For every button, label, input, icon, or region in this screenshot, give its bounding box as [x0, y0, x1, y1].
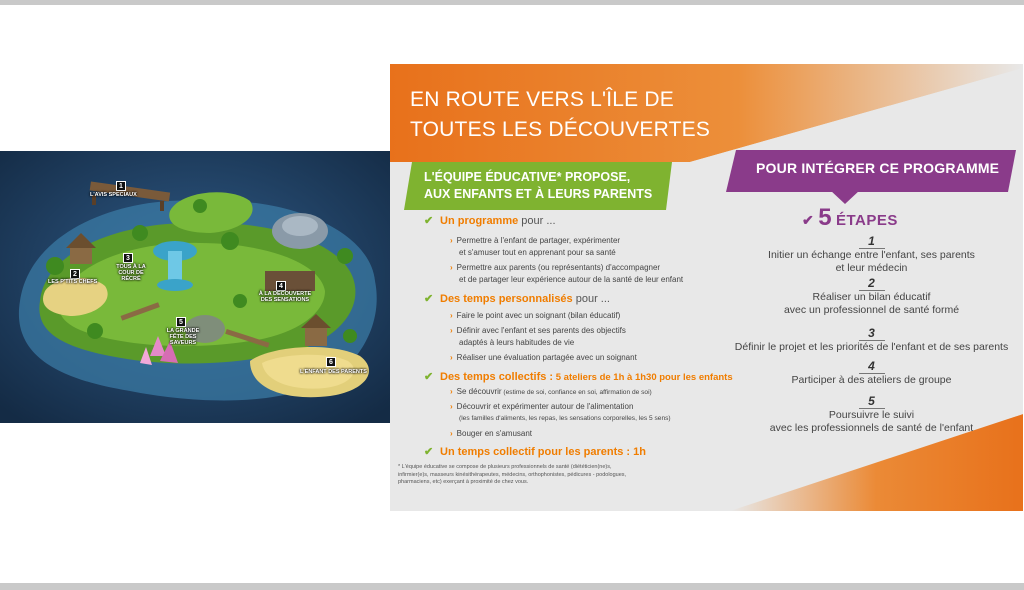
arrow-icon: ›: [450, 402, 453, 411]
purple-banner-text: POUR INTÉGRER CE PROGRAMME: [756, 160, 1000, 176]
green-banner-line-1: L'ÉQUIPE ÉDUCATIVE* PROPOSE,: [424, 170, 631, 184]
list-item: › Définir avec l'enfant et ses parents des objectifs adaptés à leurs habitudes de vie: [450, 326, 626, 347]
step-3: [720, 327, 1023, 354]
programme-panel: [390, 64, 1023, 511]
list-item: › Se découvrir (estime de soi, confiance en soi, affirmation de soi): [450, 387, 652, 396]
green-banner-line-2: AUX ENFANTS ET À LEURS PARENTS: [424, 187, 653, 201]
island-label-2: LES P'TITS CHEFS: [48, 279, 98, 285]
check-icon: ✔: [424, 371, 434, 383]
island-badge-1: 1: [116, 181, 126, 191]
list-item: › Permettre aux parents (ou représentants) d'accompagner et de partager leur expérience autour de la santé de leur enfant: [450, 263, 684, 284]
island-label-6: L'ENFANT DES PARENTS: [300, 369, 367, 375]
steps-column: [720, 64, 1023, 511]
step-1: [720, 235, 1023, 275]
step-number: 4: [868, 359, 875, 373]
step-number: 5: [868, 394, 875, 408]
section-rest: 1h: [630, 446, 646, 458]
list-item: › Bouger en s'amusant: [450, 429, 533, 438]
list-item: › Réaliser une évaluation partagée avec un soignant: [450, 353, 637, 362]
section-rest: pour ...: [572, 293, 610, 305]
check-icon: ✔: [802, 212, 814, 228]
island-illustration: [0, 151, 390, 423]
arrow-icon: ›: [450, 387, 453, 396]
steps-count: 5: [818, 204, 832, 231]
step-text: Participer à des ateliers de groupe: [791, 374, 952, 386]
step-text: Initier un échange entre l'enfant, ses parents: [768, 249, 975, 261]
island-label-3: TOUS À LA COUR DE RÉCRÉ: [116, 264, 146, 282]
section-title: Un temps collectif pour les parents :: [440, 446, 631, 458]
arrow-icon: ›: [450, 311, 453, 320]
arrow-icon: ›: [450, 326, 453, 335]
check-icon: ✔: [424, 215, 434, 227]
section-title: Des temps personnalisés: [440, 293, 573, 305]
arrow-icon: ›: [450, 429, 453, 438]
section-title: Un programme: [440, 215, 519, 227]
section-rest: 5 ateliers de 1h à 1h30 pour les enfants: [553, 372, 733, 383]
five-steps-heading: [802, 204, 898, 232]
footnote: * L'équipe éducative se compose de plusieurs professionnels de santé (diététicien(ne)s, infirmier(e)s, masseurs kinésithérapeutes, médecins, orthophonistes, pédicures - podologues, pharmaciens, etc) exerçant à proximité de chez vous.: [398, 464, 627, 485]
step-text: Poursuivre le suivi: [828, 409, 915, 421]
island-badge-6: 6: [326, 357, 336, 367]
bottom-border: [0, 583, 1024, 590]
step-4: [720, 360, 1023, 387]
step-2: [720, 277, 1023, 317]
section-title: Des temps collectifs :: [440, 371, 554, 383]
left-content: [390, 64, 733, 511]
step-text: Réaliser un bilan éducatif: [812, 291, 931, 303]
list-item: › Découvrir et expérimenter autour de l'alimentation (les familles d'aliments, les repas, les sensations corporelles, les 5 sens): [450, 402, 671, 422]
section-collectifs-heading: [440, 371, 733, 383]
island-label-1: L'AVIS SPECIAUX: [90, 192, 137, 198]
island-map-image: [0, 151, 390, 423]
arrow-icon: ›: [450, 263, 453, 272]
step-5: [720, 395, 1023, 435]
step-text: Définir le projet et les priorités de l'enfant et de ses parents: [734, 341, 1009, 353]
section-programme-heading: [440, 215, 556, 227]
step-text: avec un professionnel de santé formé: [783, 304, 960, 316]
island-badge-2: 2: [70, 269, 80, 279]
list-item: › Faire le point avec un soignant (bilan éducatif): [450, 311, 621, 320]
section-rest: pour ...: [518, 215, 556, 227]
steps-label: ÉTAPES: [836, 212, 898, 229]
island-badge-3: 3: [123, 253, 133, 263]
title-line-2: TOUTES LES DÉCOUVERTES: [410, 118, 711, 141]
arrow-icon: ›: [450, 353, 453, 362]
title-line-1: EN ROUTE VERS L'ÎLE DE: [410, 88, 674, 111]
step-text: et leur médecin: [835, 262, 908, 274]
check-icon: ✔: [424, 293, 434, 305]
section-personnalises-heading: [440, 293, 610, 305]
list-item: › Permettre à l'enfant de partager, expérimenter et s'amuser tout en apprenant pour sa santé: [450, 236, 621, 257]
section-parents-heading: [440, 446, 646, 458]
step-number: 1: [868, 234, 875, 248]
arrow-icon: ›: [450, 236, 453, 245]
step-text: avec les professionnels de santé de l'enfant: [769, 422, 974, 434]
island-badge-5: 5: [176, 317, 186, 327]
island-label-5: LA GRANDE FÊTE DES SAVEURS: [166, 328, 200, 346]
step-number: 2: [868, 276, 875, 290]
check-icon: ✔: [424, 446, 434, 458]
island-badge-4: 4: [276, 281, 286, 291]
top-border: [0, 0, 1024, 5]
island-label-4: À LA DÉCOUVERTE DES SENSATIONS: [258, 291, 312, 303]
step-number: 3: [868, 326, 875, 340]
